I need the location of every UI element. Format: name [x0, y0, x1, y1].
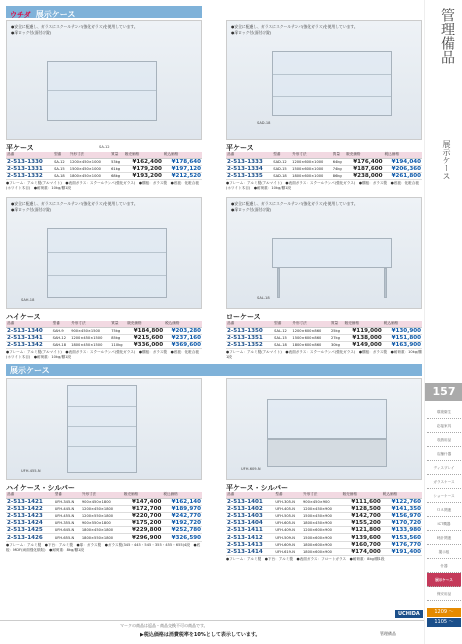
price-tax: ¥206,360 — [384, 165, 422, 172]
size: 1800×550×1800 — [81, 534, 123, 541]
product-code: 2-513-1426 — [6, 534, 54, 541]
flat-silver-notes: ●フレーム：アルミ製 ●下台：アルミ製 ●表面ガラス：フロートガラス ●耐荷重：8kg/棚1段 — [226, 557, 385, 561]
price-tax: ¥192,720 — [162, 520, 202, 527]
price: ¥172,700 — [123, 505, 163, 512]
image-caption: UFH-455-N — [21, 469, 41, 473]
price-tax: ¥130,900 — [383, 327, 422, 334]
note-line: ●扉ロック付(面付け錠) — [231, 207, 272, 212]
table-row — [6, 520, 202, 527]
category-title: 管理備品 — [439, 8, 455, 64]
price: ¥296,900 — [123, 534, 163, 541]
size: 1800×450×1800 — [81, 527, 123, 534]
size: 1200×550×1800 — [81, 512, 123, 519]
col-header: 販売価格 — [342, 492, 382, 498]
price: ¥142,700 — [342, 512, 382, 519]
price: ¥139,600 — [342, 534, 382, 541]
model: UFH-609-N — [274, 541, 302, 548]
table-row — [6, 527, 202, 534]
size: 1800×450×1000 — [69, 172, 110, 179]
weight: 30kg — [330, 341, 344, 348]
side-nav-item-active[interactable]: 展示ケース — [427, 573, 461, 587]
col-header: 品番 — [6, 492, 54, 498]
size: 1800×600×900 — [302, 548, 342, 555]
table-row — [226, 158, 422, 165]
maker-logo: UCHIDA — [395, 610, 423, 618]
size: 1200×600×900 — [302, 527, 342, 534]
model: SAD-15 — [272, 165, 291, 172]
product-image-sad-18 — [226, 20, 422, 140]
product-code: 2-513-1332 — [6, 172, 53, 179]
col-header: 型番 — [272, 152, 291, 158]
col-header: 販売価格 — [123, 492, 163, 498]
model: UFH-509-N — [274, 534, 302, 541]
col-header: 外形寸法 — [70, 321, 110, 327]
price-tax: ¥153,560 — [382, 534, 422, 541]
table-row — [6, 498, 202, 505]
price: ¥187,600 — [345, 165, 383, 172]
product-code: 2-513-1331 — [6, 165, 53, 172]
price: ¥149,000 — [344, 341, 383, 348]
price-tax: ¥237,160 — [164, 334, 202, 341]
price: ¥184,800 — [126, 327, 164, 334]
weight: 25kg — [330, 327, 344, 334]
model: UFH-345-N — [54, 498, 81, 505]
size: 1200×600×860 — [291, 327, 330, 334]
table-row — [6, 172, 202, 179]
price: ¥160,700 — [342, 541, 382, 548]
weight: 27kg — [330, 334, 344, 341]
model: UFH-619-N — [274, 548, 302, 555]
high-silver-table — [6, 492, 202, 542]
image-caption: SAL-18 — [257, 296, 270, 300]
model: SAH-9 — [52, 327, 71, 334]
model: UFH-645-N — [54, 527, 81, 534]
side-nav-item[interactable]: 時計関連 — [427, 531, 461, 545]
product-code: 2-513-1422 — [6, 505, 54, 512]
price: ¥238,000 — [345, 172, 383, 179]
table-row — [226, 512, 422, 519]
flat-case-notes: ●フレーム：アルミ製(アルマイト) ●表面ガラス：スクールテンパ(強化ガラス) ●棚板：ガラス製 ●底板：化粧合板(ホワイト木目) ●耐荷重：10kg/棚1段 — [226, 181, 419, 190]
table-row — [226, 334, 422, 341]
section-title-3: 展示ケース — [10, 366, 50, 375]
col-header: 外形寸法 — [69, 152, 110, 158]
size: 1800×450×900 — [302, 520, 342, 527]
price: ¥220,700 — [123, 512, 163, 519]
price: ¥162,400 — [124, 158, 163, 165]
table-row — [226, 505, 422, 512]
high-silver-notes: ●フレーム：アルミ製 ●下台：アルミ製 ●扉：ガラス製 ●ガラス製(345・445・545・355・455・655)4段 ●底板：MDF(両面強化紙貼) ●耐荷重：8kg/棚1段 — [6, 543, 201, 552]
side-nav-item[interactable]: 環境衛生 — [427, 405, 461, 419]
image-caption: SA-12 — [99, 145, 110, 149]
col-header: 品番 — [6, 321, 52, 327]
col-header: 販売価格 — [124, 152, 163, 158]
low-case-title: ローケース — [226, 313, 261, 321]
table-row — [226, 341, 422, 348]
col-header: 税込価格 — [384, 152, 422, 158]
size: 1800×450×1500 — [70, 341, 110, 348]
product-code: 2-513-1350 — [226, 327, 273, 334]
model: SAL-18 — [273, 341, 291, 348]
price-tax: ¥151,800 — [383, 334, 422, 341]
flat-case-title: 平ケース — [6, 144, 34, 152]
table-row — [226, 520, 422, 527]
note-line: ●扉ロック付(面付け錠) — [11, 30, 52, 35]
flat-case-notes: ●フレーム：アルミ製(アルマイト) ●表面ガラス：スクールテンパ(強化ガラス) ●棚板：ガラス製 ●底板：化粧合板(ホワイト木目) ●耐荷重：10kg/棚1段 — [6, 181, 199, 190]
price: ¥128,500 — [342, 505, 382, 512]
flat-case-title: 平ケース — [226, 144, 254, 152]
col-header: 質量 — [332, 152, 345, 158]
product-code: 2-513-1404 — [226, 520, 274, 527]
product-code: 2-513-1413 — [226, 541, 274, 548]
col-header: 型番 — [273, 321, 291, 327]
section-header-1 — [10, 6, 75, 18]
size: 1200×450×1000 — [69, 158, 110, 165]
side-nav-item[interactable]: 店舗什器 — [427, 447, 461, 461]
price-tax: ¥122,760 — [382, 498, 422, 505]
image-caption: UFH-609-N — [241, 467, 261, 471]
price-tax: ¥162,140 — [162, 498, 202, 505]
price-tax: ¥242,770 — [162, 512, 202, 519]
price-tax: ¥212,520 — [163, 172, 202, 179]
table-row — [226, 498, 422, 505]
side-nav-item[interactable]: ＯＡ関連 — [427, 503, 461, 517]
side-nav-item[interactable]: 掲示板 — [427, 545, 461, 559]
size: 1500×600×860 — [291, 334, 330, 341]
model: SAH-12 — [52, 334, 71, 341]
col-header: 質量 — [110, 152, 124, 158]
product-code: 2-513-1424 — [6, 520, 54, 527]
col-header: 販売価格 — [345, 152, 383, 158]
table-row — [226, 548, 422, 555]
note-line: ●安全に配慮し、ガラスにスクールテンパ(強化ガラス)を使用しています。 — [231, 201, 358, 206]
note-line: ●安全に配慮し、ガラスにスクールテンパ(強化ガラス)を使用しています。 — [11, 201, 138, 206]
high-case-table — [6, 321, 202, 349]
price-tax: ¥133,980 — [382, 527, 422, 534]
product-image-sal-18 — [226, 197, 422, 309]
product-code: 2-513-1411 — [226, 527, 274, 534]
col-header: 質量 — [110, 321, 126, 327]
note-line: ●扉ロック付(面付け錠) — [11, 207, 52, 212]
col-header: 販売価格 — [126, 321, 164, 327]
side-panel — [424, 0, 462, 644]
product-image-ufh-455 — [6, 378, 202, 480]
size: 1500×450×900 — [302, 512, 342, 519]
model: UFH-655-N — [54, 534, 81, 541]
price: ¥147,400 — [123, 498, 163, 505]
model: UFH-445-N — [54, 505, 81, 512]
model: SA-12 — [53, 158, 69, 165]
price-tax: ¥369,600 — [164, 341, 202, 348]
weight: 61kg — [110, 165, 124, 172]
side-nav-item[interactable]: 保安用品 — [427, 587, 461, 601]
flat-silver-title: 平ケース・シルバー — [226, 484, 288, 492]
col-header: 外形寸法 — [291, 152, 332, 158]
col-header: 外形寸法 — [291, 321, 330, 327]
note-line: ●安全に配慮し、ガラスにスクールテンパ(強化ガラス)を使用しています。 — [231, 24, 358, 29]
table-row — [226, 165, 422, 172]
price-tax: ¥170,720 — [382, 520, 422, 527]
size: 1800×600×1000 — [291, 172, 332, 179]
product-code: 2-513-1330 — [6, 158, 53, 165]
size: 1500×600×900 — [302, 534, 342, 541]
model: UFH-505-N — [274, 512, 302, 519]
size: 1800×600×900 — [302, 541, 342, 548]
model: UFH-405-N — [274, 505, 302, 512]
weight: 74kg — [332, 165, 345, 172]
flat-silver-table — [226, 492, 422, 556]
section-title: 展示ケース — [35, 10, 76, 19]
product-code: 2-513-1403 — [226, 512, 274, 519]
col-header: 外形寸法 — [302, 492, 342, 498]
low-case-table — [226, 321, 422, 349]
side-nav-item[interactable]: 応接家具 — [427, 419, 461, 433]
product-code: 2-513-1412 — [226, 534, 274, 541]
price-tax: ¥178,640 — [163, 158, 202, 165]
col-header: 税込価格 — [382, 492, 422, 498]
col-header: 税込価格 — [164, 321, 202, 327]
col-header: 販売価格 — [344, 321, 383, 327]
table-row — [226, 172, 422, 179]
model: SAD-12 — [272, 158, 291, 165]
product-code: 2-513-1342 — [6, 341, 52, 348]
table-row — [6, 505, 202, 512]
col-header: 外形寸法 — [81, 492, 123, 498]
col-header: 税込価格 — [163, 152, 202, 158]
product-code: 2-513-1423 — [6, 512, 54, 519]
footer — [0, 620, 424, 644]
model: SAH-18 — [52, 341, 71, 348]
footer-note-return: マークの商品は返品・商品交換不可の商品です。 — [120, 623, 208, 628]
product-image-ufh-609 — [226, 378, 422, 480]
price-tax: ¥326,590 — [162, 534, 202, 541]
section-header-bar-3 — [6, 364, 422, 376]
product-code: 2-513-1352 — [226, 341, 273, 348]
table-row — [6, 165, 202, 172]
weight: 68kg — [110, 172, 124, 179]
product-code: 2-513-1402 — [226, 505, 274, 512]
price-tax: ¥252,780 — [162, 527, 202, 534]
col-header: 品番 — [226, 492, 274, 498]
size: 900×450×1800 — [81, 498, 123, 505]
col-header: 品番 — [226, 152, 272, 158]
size: 900×550×1800 — [81, 520, 123, 527]
product-code: 2-513-1334 — [226, 165, 272, 172]
high-silver-title: ハイケース・シルバー — [6, 484, 75, 492]
low-case-notes: ●フレーム：アルミ製(アルマイト) ●表面ガラス：スクールテンパ(強化ガラス) ●棚板：ガラス製 ●耐荷重：10kg/棚1段 — [226, 350, 422, 359]
note-line: ●安全に配慮し、ガラスにスクールテンパ(強化ガラス)を使用しています。 — [11, 24, 138, 29]
size: 1800×600×860 — [291, 341, 330, 348]
product-code: 2-513-1335 — [226, 172, 272, 179]
side-nav-item[interactable]: ICT機器 — [427, 517, 461, 531]
side-nav-item[interactable]: ガラスケース — [427, 475, 461, 489]
price-tax: ¥261,800 — [384, 172, 422, 179]
size: 900×450×900 — [302, 498, 342, 505]
page-number: 157 — [425, 383, 462, 401]
model: SA-15 — [53, 165, 69, 172]
price-tax: ¥156,970 — [382, 512, 422, 519]
size: 1200×600×1000 — [291, 158, 332, 165]
price-tax: ¥191,400 — [382, 548, 422, 555]
price-tax: ¥141,350 — [382, 505, 422, 512]
price: ¥179,200 — [124, 165, 163, 172]
side-nav-item[interactable]: ディスプレイ — [427, 461, 461, 475]
col-header: 品番 — [226, 321, 273, 327]
weight: 75kg — [110, 327, 126, 334]
weight: 85kg — [110, 334, 126, 341]
price: ¥121,800 — [342, 527, 382, 534]
high-case-title: ハイケース — [6, 313, 41, 321]
image-caption: SAD-18 — [257, 121, 271, 125]
note-line: ●扉ロック付(面付け錠) — [231, 30, 272, 35]
high-case-notes: ●フレーム：アルミ製(アルマイト) ●表面ガラス：スクールテンパ(強化ガラス) ●棚板：ガラス製 ●底板：化粧合板(ホワイト木目) ●耐荷重：10kg/棚1段 — [6, 350, 199, 359]
price: ¥155,200 — [342, 520, 382, 527]
model: UFH-455-N — [54, 512, 81, 519]
price-badge-1: 1209 〜 — [427, 608, 461, 617]
price: ¥175,200 — [123, 520, 163, 527]
product-code: 2-513-1425 — [6, 527, 54, 534]
size: 1200×450×900 — [302, 505, 342, 512]
price-tax: ¥194,040 — [384, 158, 422, 165]
product-code: 2-513-1414 — [226, 548, 274, 555]
price: ¥229,800 — [123, 527, 163, 534]
product-code: 2-513-1333 — [226, 158, 272, 165]
col-header: 型番 — [52, 321, 71, 327]
price-tax: ¥203,280 — [164, 327, 202, 334]
footer-right-label: 管理備品 — [380, 631, 396, 636]
col-header: 型番 — [53, 152, 69, 158]
col-header: 型番 — [274, 492, 302, 498]
product-code: 2-513-1340 — [6, 327, 52, 334]
col-header: 質量 — [330, 321, 344, 327]
model: SAD-18 — [272, 172, 291, 179]
table-row — [6, 158, 202, 165]
price: ¥215,600 — [126, 334, 164, 341]
price: ¥174,000 — [342, 548, 382, 555]
weight: 110kg — [110, 341, 126, 348]
product-code: 2-513-1341 — [6, 334, 52, 341]
price: ¥193,200 — [124, 172, 163, 179]
size: 1500×600×1000 — [291, 165, 332, 172]
model: UFH-605-N — [274, 520, 302, 527]
table-row — [6, 341, 202, 348]
side-nav-item[interactable]: 什器 — [427, 559, 461, 573]
price-badge-2: 1105 〜 — [427, 618, 461, 627]
image-caption: SAH-18 — [21, 298, 35, 302]
product-code: 2-513-1401 — [226, 498, 274, 505]
price: ¥111,600 — [342, 498, 382, 505]
weight: 64kg — [332, 158, 345, 165]
price: ¥176,400 — [345, 158, 383, 165]
side-section-title: 展示ケース — [442, 140, 451, 180]
price-tax: ¥176,770 — [382, 541, 422, 548]
table-row — [6, 512, 202, 519]
side-nav — [427, 405, 461, 601]
col-header: 型番 — [54, 492, 81, 498]
size: 900×450×1500 — [70, 327, 110, 334]
price-tax: ¥189,970 — [162, 505, 202, 512]
model: UFH-355-N — [54, 520, 81, 527]
product-code: 2-513-1421 — [6, 498, 54, 505]
side-nav-item[interactable]: ショーケース — [427, 489, 461, 503]
table-row — [6, 334, 202, 341]
table-row — [226, 541, 422, 548]
flat-case-table — [226, 152, 422, 180]
size: 1200×450×1500 — [70, 334, 110, 341]
price: ¥138,000 — [344, 334, 383, 341]
footer-note-tax: ▶税込価格は消費税率を10%として表示しています。 — [140, 632, 261, 638]
table-row — [6, 534, 202, 541]
model: UFH-305-N — [274, 498, 302, 505]
weight: 86kg — [332, 172, 345, 179]
table-row — [226, 534, 422, 541]
col-header: 税込価格 — [162, 492, 202, 498]
size: 1200×450×1800 — [81, 505, 123, 512]
model: SAL-15 — [273, 334, 291, 341]
col-header: 税込価格 — [383, 321, 422, 327]
model: SA-18 — [53, 172, 69, 179]
brand-logo: ウチダ — [10, 11, 31, 19]
price-tax: ¥197,120 — [163, 165, 202, 172]
product-image-sah-18 — [6, 197, 202, 309]
price: ¥336,000 — [126, 341, 164, 348]
product-code: 2-513-1351 — [226, 334, 273, 341]
table-row — [226, 327, 422, 334]
flat-case-table — [6, 152, 202, 180]
price-tax: ¥163,900 — [383, 341, 422, 348]
table-row — [226, 527, 422, 534]
model: UFH-409-N — [274, 527, 302, 534]
model: SAL-12 — [273, 327, 291, 334]
col-header: 品番 — [6, 152, 53, 158]
side-nav-item[interactable]: 収納用品 — [427, 433, 461, 447]
price: ¥119,000 — [344, 327, 383, 334]
table-row — [6, 327, 202, 334]
weight: 53kg — [110, 158, 124, 165]
size: 1500×450×1000 — [69, 165, 110, 172]
